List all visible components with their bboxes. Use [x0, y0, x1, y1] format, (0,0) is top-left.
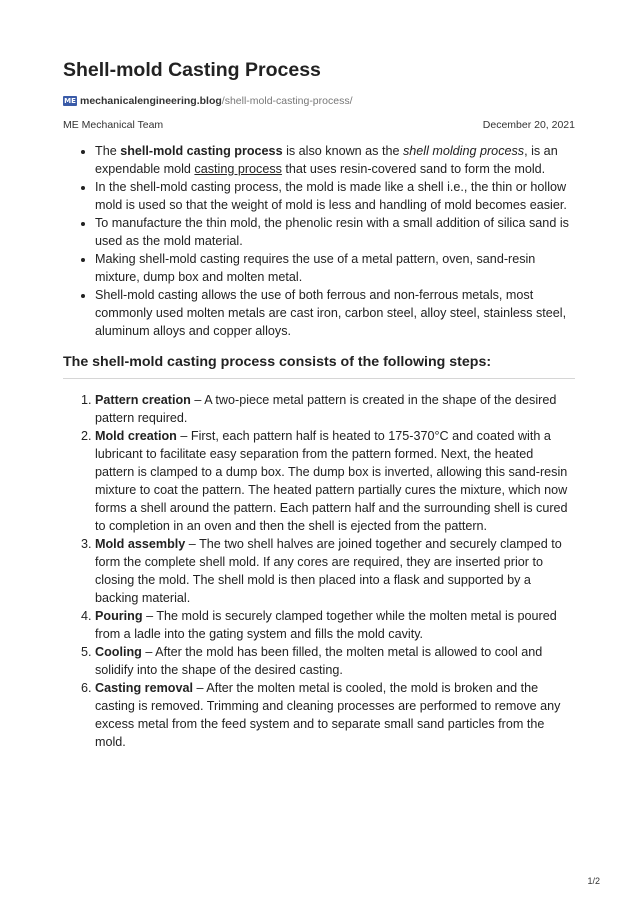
list-item: [95, 535, 575, 607]
step-term: Mold assembly: [95, 536, 186, 551]
site-logo-icon: ME: [64, 97, 76, 105]
step-description: – A two-piece metal pattern is created in the shape of the desired pattern required.: [95, 392, 557, 425]
source-path[interactable]: /shell-mold-casting-process/: [221, 95, 353, 107]
list-item: [95, 391, 575, 427]
list-item: [95, 142, 575, 178]
document-page: [63, 58, 575, 751]
bullet-text: The: [95, 144, 121, 158]
page-number: 1/2: [587, 876, 600, 886]
step-term: Mold creation: [95, 428, 177, 443]
step-description: – The two shell halves are joined together and securely clamped to form the complete shell mold. If any cores are required, they are inserted prior to closing the mold. The shell mold is then placed into a flask and supported by a backing material.: [95, 536, 562, 605]
list-item: • In the shell-mold casting process, the mold is made like a shell i.e., the thin or hollow mold is used so that the weight of mold is less and handling of mold becomes easier.: [95, 178, 575, 214]
list-item: [95, 643, 575, 679]
page-title: Shell-mold Casting Process: [63, 59, 321, 81]
bullet-bold-term: shell-mold casting process: [120, 144, 283, 158]
source-domain-link[interactable]: mechanicalengineering.blog: [80, 95, 222, 107]
step-term: Casting removal: [95, 680, 193, 695]
source-line: [63, 94, 575, 108]
step-description: – The mold is securely clamped together while the molten metal is poured from a ladle into the gating system and fills the mold cavity.: [95, 608, 557, 641]
list-item: [95, 607, 575, 643]
step-term: Pattern creation: [95, 392, 191, 407]
bullet-text: that uses resin-covered sand to form the mold.: [281, 162, 546, 176]
bullet-text: , is an expendable mold: [95, 144, 558, 176]
step-term: Cooling: [95, 644, 142, 659]
steps-list: [63, 391, 575, 751]
list-item: • To manufacture the thin mold, the phenolic resin with a small addition of silica sand is used as the mold material.: [95, 214, 575, 250]
list-item: • Making shell-mold casting requires the use of a metal pattern, oven, sand-resin mixture, dump box and molten metal.: [95, 250, 575, 286]
bullet-text: is also known as the: [282, 144, 403, 158]
step-description: – After the molten metal is cooled, the mold is broken and the casting is removed. Trimming and cleaning processes are performed to remove any excess metal from the feed system and to separate small sand particles from the mold.: [95, 680, 561, 749]
casting-process-link[interactable]: casting process: [194, 162, 282, 176]
list-item: [95, 679, 575, 751]
meta-row: [63, 118, 575, 132]
author: ME Mechanical Team: [63, 119, 164, 131]
intro-bullet-list: [63, 142, 575, 340]
list-item: • Shell-mold casting allows the use of both ferrous and non-ferrous metals, most commonly used molten metals are cast iron, carbon steel, alloy steel, stainless steel, aluminum alloys and copper alloys.: [95, 286, 575, 340]
step-term: Pouring: [95, 608, 143, 623]
section-heading: The shell-mold casting process consists of the following steps:: [63, 352, 575, 379]
step-description: – First, each pattern half is heated to 175-370°C and coated with a lubricant to facilitate easy separation from the pattern formed. Next, the heated pattern is clamped to a dump box. The dump box is inverted, allowing this sand-resin mixture to coat the pattern. The heated pattern partially cures the mixture, which now forms a shell around the pattern. Each pattern half and the surrounding shell is cured to completion in an oven and then the shell is ejected from the pattern.: [95, 428, 568, 533]
bullet-italic-term: shell molding process: [402, 144, 525, 158]
publish-date: December 20, 2021: [482, 119, 575, 131]
step-description: – After the mold has been filled, the molten metal is allowed to cool and solidify into the shape of the desired casting.: [95, 644, 543, 677]
list-item: [95, 427, 575, 535]
